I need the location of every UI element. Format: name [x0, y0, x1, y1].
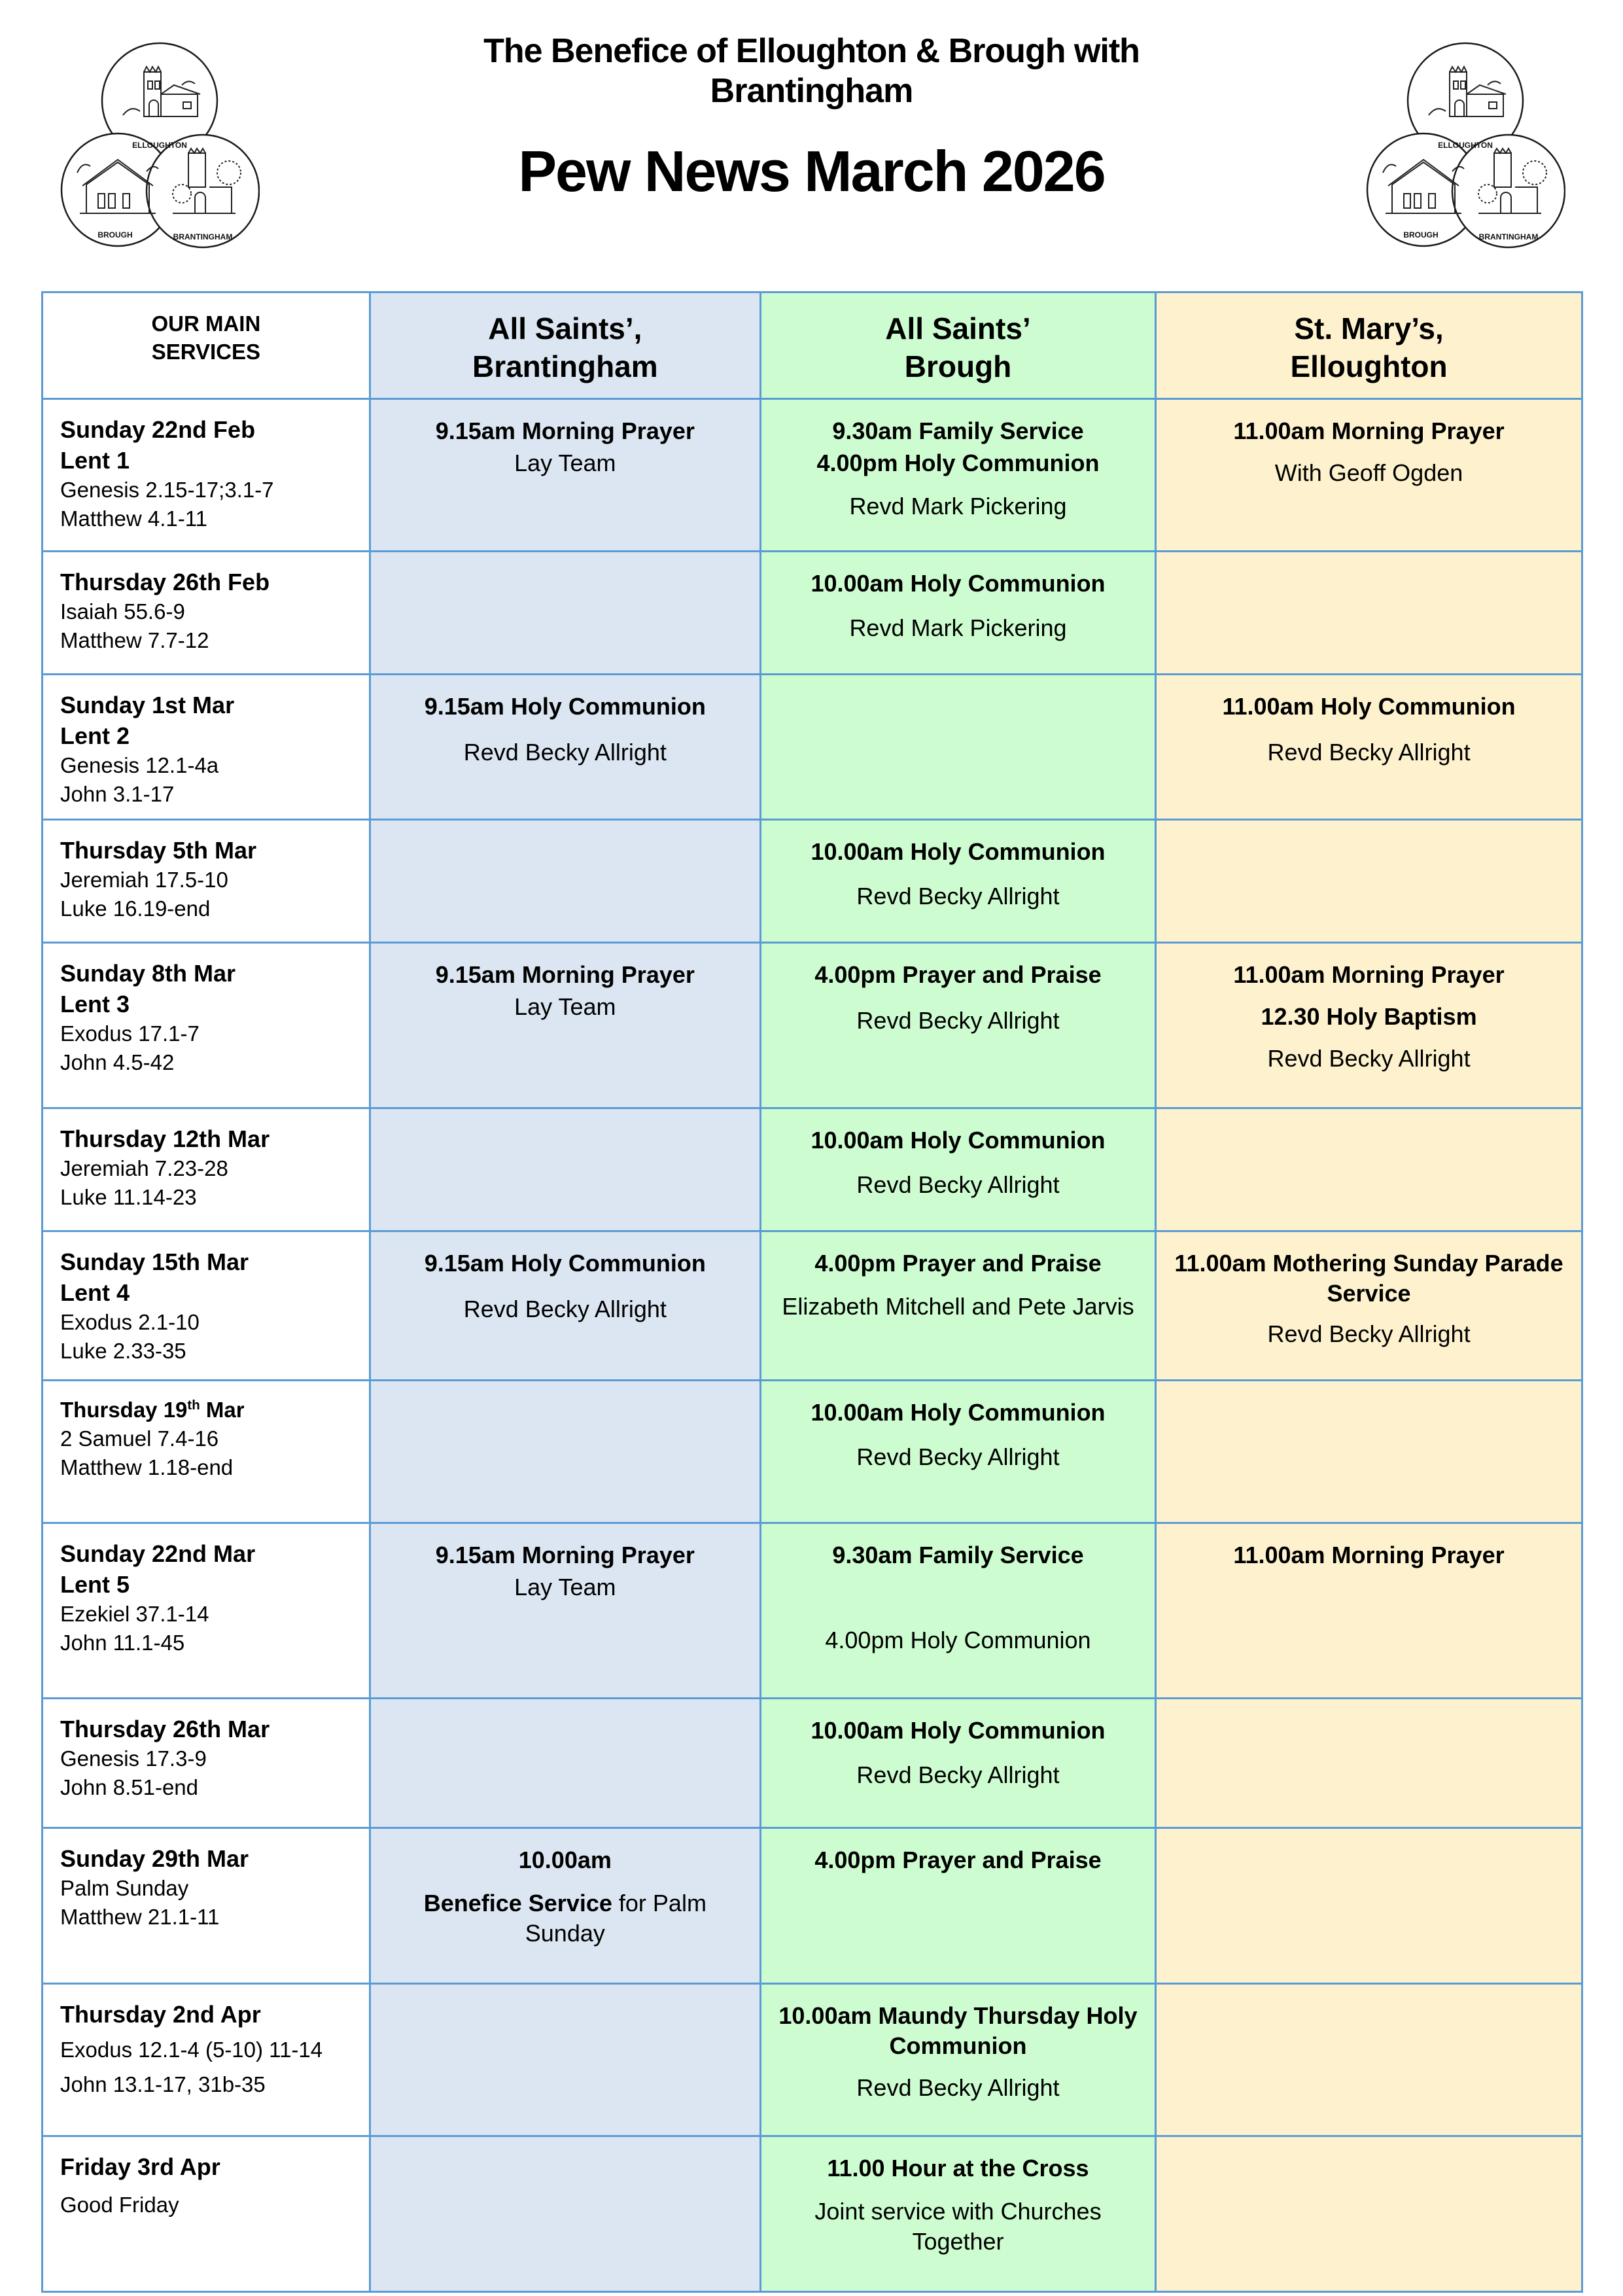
cell-text-line: 11.00am Morning Prayer [1233, 417, 1505, 444]
cell-text-line: Revd Mark Pickering [849, 493, 1067, 520]
cell-text-line: Jeremiah 17.5-10 [60, 868, 228, 892]
cell-text-line: Lent 4 [60, 1279, 130, 1307]
services-table [41, 291, 1583, 2293]
cell-brough-row12 [761, 1985, 1157, 2135]
cell-text-line: Good Friday [60, 2193, 179, 2217]
cell-brantingham-row5 [371, 944, 761, 1107]
cell-elloughton-row9 [1157, 1524, 1581, 1697]
cell-text-line: John 4.5-42 [60, 1050, 175, 1074]
logo-label-elloughton: ELLOUGHTON [1438, 141, 1493, 150]
cell-services-row4 [43, 821, 371, 942]
cell-text-line: 9.15am Morning Prayer [435, 1541, 695, 1568]
cell-services-row8 [43, 1381, 371, 1522]
cell-elloughton-row11 [1157, 1829, 1581, 1983]
table-row [43, 2137, 1581, 2291]
table-row [43, 821, 1581, 944]
cell-elloughton-row8 [1157, 1381, 1581, 1522]
cell-text-line: Jeremiah 7.23-28 [60, 1156, 228, 1181]
cell-text-line: 4.00pm Prayer and Praise [814, 961, 1102, 988]
cell-text-line: 2 Samuel 7.4-16 [60, 1426, 219, 1451]
cell-elloughton-row12 [1157, 1985, 1581, 2135]
cell-text-line: John 13.1-17, 31b-35 [60, 2072, 266, 2096]
table-row [43, 1524, 1581, 1699]
cell-brough-row5 [761, 944, 1157, 1107]
three-churches-icon [1366, 38, 1565, 254]
cell-services-row12 [43, 1985, 371, 2135]
cell-brough-row7 [761, 1232, 1157, 1379]
cell-text-line: Luke 2.33-35 [60, 1338, 186, 1363]
cell-text-line: Revd Becky Allright [856, 1171, 1060, 1199]
cell-text-line: Thursday 12th Mar [60, 1125, 270, 1152]
cell-text-line: Exodus 12.1-4 (5-10) 11-14 [60, 2038, 323, 2062]
cell-text-line: Elizabeth Mitchell and Pete Jarvis [782, 1293, 1134, 1320]
cell-text-line: Isaiah 55.6-9 [60, 599, 185, 624]
cell-text-line: Lent 5 [60, 1571, 130, 1598]
cell-text-line: 10.00am Holy Communion [811, 838, 1106, 865]
spacer [773, 1572, 1143, 1623]
cell-elloughton-row1 [1157, 400, 1581, 550]
cell-elloughton-row7 [1157, 1232, 1581, 1379]
cell-text-line: 10.00am Maundy Thursday Holy Communion [778, 2002, 1138, 2060]
cell-brough-row8 [761, 1381, 1157, 1522]
cell-text-line: Lent 1 [60, 447, 130, 474]
cell-text-line [60, 1396, 357, 1424]
cell-text-part: Mar [200, 1397, 245, 1422]
spacer [60, 2183, 357, 2191]
table-row [43, 1985, 1581, 2137]
masthead [0, 0, 1623, 291]
table-row [43, 1381, 1581, 1524]
cell-text-line: Thursday 26th Mar [60, 1715, 270, 1742]
cell-elloughton-row5 [1157, 944, 1581, 1107]
cell-text-line: 9.15am Morning Prayer [435, 961, 695, 988]
cell-text-line: Friday 3rd Apr [60, 2153, 220, 2180]
benefice-logo-right [1366, 38, 1565, 254]
cell-brough-row1 [761, 400, 1157, 550]
cell-services-row11 [43, 1829, 371, 1983]
cell-text-line: Lent 2 [60, 722, 130, 750]
cell-text-line: 10.00am Holy Communion [811, 1398, 1106, 1426]
cell-text-line: Sunday 29th Mar [60, 1845, 249, 1872]
cell-text-line: Revd Becky Allright [856, 2074, 1060, 2102]
cell-text-line: John 11.1-45 [60, 1630, 185, 1655]
column-header-brantingham [371, 293, 761, 398]
cell-services-row9 [43, 1524, 371, 1697]
spacer [773, 2063, 1143, 2071]
cell-text-line: Exodus 17.1-7 [60, 1021, 200, 1046]
cell-text-line: Revd Becky Allright [856, 883, 1060, 910]
logo-label-elloughton: ELLOUGHTON [132, 141, 187, 150]
spacer [1168, 1034, 1569, 1042]
cell-text-line: Revd Becky Allright [1267, 1320, 1471, 1348]
column-header-text: OUR MAIN [151, 311, 261, 336]
cell-text-line: Matthew 1.18-end [60, 1455, 234, 1479]
cell-brough-row2 [761, 552, 1157, 673]
cell-brantingham-row12 [371, 1985, 761, 2135]
column-header-text: Elloughton [1290, 349, 1448, 383]
spacer [773, 480, 1143, 489]
cell-text-line: 9.15am Holy Communion [424, 1249, 706, 1277]
spacer [1168, 992, 1569, 1000]
cell-text-line: Luke 16.19-end [60, 896, 211, 921]
cell-elloughton-row2 [1157, 552, 1581, 673]
table-row [43, 1699, 1581, 1829]
cell-text-line: Genesis 2.15-17;3.1-7 [60, 478, 274, 503]
cell-text-line: Revd Becky Allright [1267, 739, 1471, 766]
cell-text-line: Ezekiel 37.1-14 [60, 1602, 209, 1627]
cell-text-line: 4.00pm Prayer and Praise [814, 1846, 1102, 1873]
cell-text-line: 4.00pm Prayer and Praise [814, 1249, 1102, 1277]
cell-text-line: Luke 11.14-23 [60, 1184, 197, 1209]
spacer [383, 1280, 748, 1292]
cell-text-line: 9.15am Morning Prayer [435, 417, 695, 444]
cell-text-line: 10.00am Holy Communion [811, 1126, 1106, 1154]
spacer [773, 1430, 1143, 1440]
column-header-text: Brantingham [472, 349, 658, 383]
cell-brough-row10 [761, 1699, 1157, 1827]
cell-brough-row9 [761, 1524, 1157, 1697]
cell-text-line: 12.30 Holy Baptism [1261, 1003, 1477, 1031]
cell-text-line: Revd Becky Allright [856, 1761, 1060, 1789]
column-header-text: SERVICES [151, 339, 261, 364]
cell-text-line: Sunday 15th Mar [60, 1248, 249, 1275]
column-header-services [43, 293, 371, 398]
table-row [43, 1232, 1581, 1381]
cell-text-line: 11.00am Morning Prayer [1233, 1541, 1505, 1568]
cell-text-line: 10.00am Holy Communion [811, 570, 1106, 597]
cell-services-row5 [43, 944, 371, 1107]
cell-brantingham-row4 [371, 821, 761, 942]
spacer [60, 2030, 357, 2036]
spacer [383, 1877, 748, 1886]
cell-text-part: Thursday 19 [60, 1397, 188, 1422]
cell-text-line: 4.00pm Holy Communion [816, 450, 1100, 477]
cell-brantingham-row2 [371, 552, 761, 673]
cell-services-row13 [43, 2137, 371, 2291]
logo-label-brantingham: BRANTINGHAM [173, 232, 233, 241]
spacer [383, 724, 748, 735]
table-row [43, 552, 1581, 675]
cell-brantingham-row7 [371, 1232, 761, 1379]
cell-text-line: Exodus 2.1-10 [60, 1310, 200, 1335]
cell-brantingham-row13 [371, 2137, 761, 2291]
cell-text-line: Sunday 22nd Mar [60, 1540, 256, 1567]
cell-brantingham-row9 [371, 1524, 761, 1697]
cell-text-line: Sunday 8th Mar [60, 959, 236, 987]
logo-label-brantingham: BRANTINGHAM [1478, 232, 1539, 241]
cell-text-line: Lay Team [514, 1574, 616, 1601]
table-row [43, 944, 1581, 1109]
cell-text-line: Matthew 4.1-11 [60, 506, 208, 531]
spacer [773, 992, 1143, 1004]
cell-brough-row11 [761, 1829, 1157, 1983]
cell-text-line: 10.00am Holy Communion [811, 1716, 1106, 1744]
cell-text-line: Thursday 26th Feb [60, 569, 270, 595]
cell-text-line: 9.30am Family Service [832, 417, 1084, 444]
cell-text-line: 9.15am Holy Communion [424, 693, 706, 720]
benefice-title-line2: Brantingham [710, 72, 913, 111]
cell-text-part: th [187, 1397, 200, 1413]
spacer [60, 2065, 357, 2070]
cell-brantingham-row11 [371, 1829, 761, 1983]
cell-services-row1 [43, 400, 371, 550]
cell-text-line: Joint service with Churches Together [814, 2198, 1102, 2255]
cell-text-line: Revd Mark Pickering [849, 614, 1067, 642]
spacer [773, 1280, 1143, 1290]
cell-text-part: Benefice Service [423, 1890, 612, 1917]
cell-text-line: 4.00pm Holy Communion [825, 1627, 1091, 1654]
cell-elloughton-row13 [1157, 2137, 1581, 2291]
cell-text-line: Matthew 21.1-11 [60, 1904, 220, 1929]
column-header-brough [761, 293, 1157, 398]
table-row [43, 1109, 1581, 1232]
cell-text-line: Lay Team [514, 993, 616, 1021]
spacer [1168, 1311, 1569, 1317]
spacer [773, 1157, 1143, 1168]
cell-text-line: Palm Sunday [60, 1876, 189, 1901]
spacer [773, 1748, 1143, 1758]
benefice-title-line1: The Benefice of Elloughton & Brough with [483, 32, 1140, 70]
cell-text-line: Thursday 2nd Apr [60, 2000, 261, 2028]
spacer [1168, 448, 1569, 456]
cell-brantingham-row1 [371, 400, 761, 550]
page-title: Pew News March 2026 [518, 138, 1105, 203]
cell-text-line: Matthew 7.7-12 [60, 627, 209, 652]
cell-text-line: Sunday 1st Mar [60, 692, 235, 718]
column-header-text: All Saints’, [488, 311, 642, 345]
cell-text-line: John 3.1-17 [60, 782, 175, 807]
cell-elloughton-row10 [1157, 1699, 1581, 1827]
table-row [43, 675, 1581, 821]
cell-brantingham-row3 [371, 675, 761, 819]
cell-brough-row4 [761, 821, 1157, 942]
cell-services-row2 [43, 552, 371, 673]
cell-text-line: Revd Becky Allright [1267, 1045, 1471, 1072]
cell-text-line: 11.00am Mothering Sunday Parade Service [1174, 1249, 1563, 1307]
cell-text-part: for Palm Sunday [525, 1890, 707, 1947]
cell-elloughton-row4 [1157, 821, 1581, 942]
column-header-text: All Saints’ [885, 311, 1031, 345]
cell-text-line: Genesis 12.1-4a [60, 753, 219, 778]
cell-text-line: Genesis 17.3-9 [60, 1746, 207, 1771]
cell-services-row3 [43, 675, 371, 819]
cell-text-line: With Geoff Ogden [1274, 459, 1463, 487]
cell-brough-row13 [761, 2137, 1157, 2291]
table-row [43, 1829, 1581, 1985]
cell-text-line: Revd Becky Allright [463, 1296, 667, 1323]
cell-text-line: Revd Becky Allright [463, 739, 667, 766]
cell-services-row7 [43, 1232, 371, 1379]
cell-text-line: Thursday 5th Mar [60, 836, 257, 864]
table-row [43, 400, 1581, 552]
cell-text-line: Lay Team [514, 450, 616, 477]
cell-text-line: 9.30am Family Service [832, 1541, 1084, 1568]
cell-text-line: 10.00am [518, 1846, 612, 1873]
cell-brantingham-row8 [371, 1381, 761, 1522]
cell-brantingham-row10 [371, 1699, 761, 1827]
column-header-elloughton [1157, 293, 1581, 398]
cell-services-row10 [43, 1699, 371, 1827]
cell-text-line: Lent 3 [60, 991, 130, 1018]
cell-text-line: John 8.51-end [60, 1775, 199, 1799]
cell-text-line: Revd Becky Allright [856, 1007, 1060, 1034]
spacer [773, 601, 1143, 611]
cell-elloughton-row3 [1157, 675, 1581, 819]
cell-text-line: 11.00am Morning Prayer [1233, 961, 1505, 988]
logo-label-brough: BROUGH [1403, 230, 1439, 239]
cell-brantingham-row6 [371, 1109, 761, 1230]
cell-elloughton-row6 [1157, 1109, 1581, 1230]
table-header-row [43, 293, 1581, 400]
column-header-text: St. Mary’s, [1294, 311, 1444, 345]
spacer [773, 869, 1143, 879]
logo-label-brough: BROUGH [97, 230, 133, 239]
cell-text-line: Sunday 22nd Feb [60, 416, 256, 443]
spacer [1168, 724, 1569, 735]
column-header-text: Brough [904, 349, 1012, 383]
spacer [773, 2185, 1143, 2195]
cell-brough-row3 [761, 675, 1157, 819]
cell-text-line: 11.00am Holy Communion [1222, 693, 1516, 720]
cell-brough-row6 [761, 1109, 1157, 1230]
cell-text-line: 11.00 Hour at the Cross [827, 2154, 1089, 2181]
cell-text-line [383, 1888, 748, 1949]
cell-services-row6 [43, 1109, 371, 1230]
cell-text-line: Revd Becky Allright [856, 1443, 1060, 1471]
